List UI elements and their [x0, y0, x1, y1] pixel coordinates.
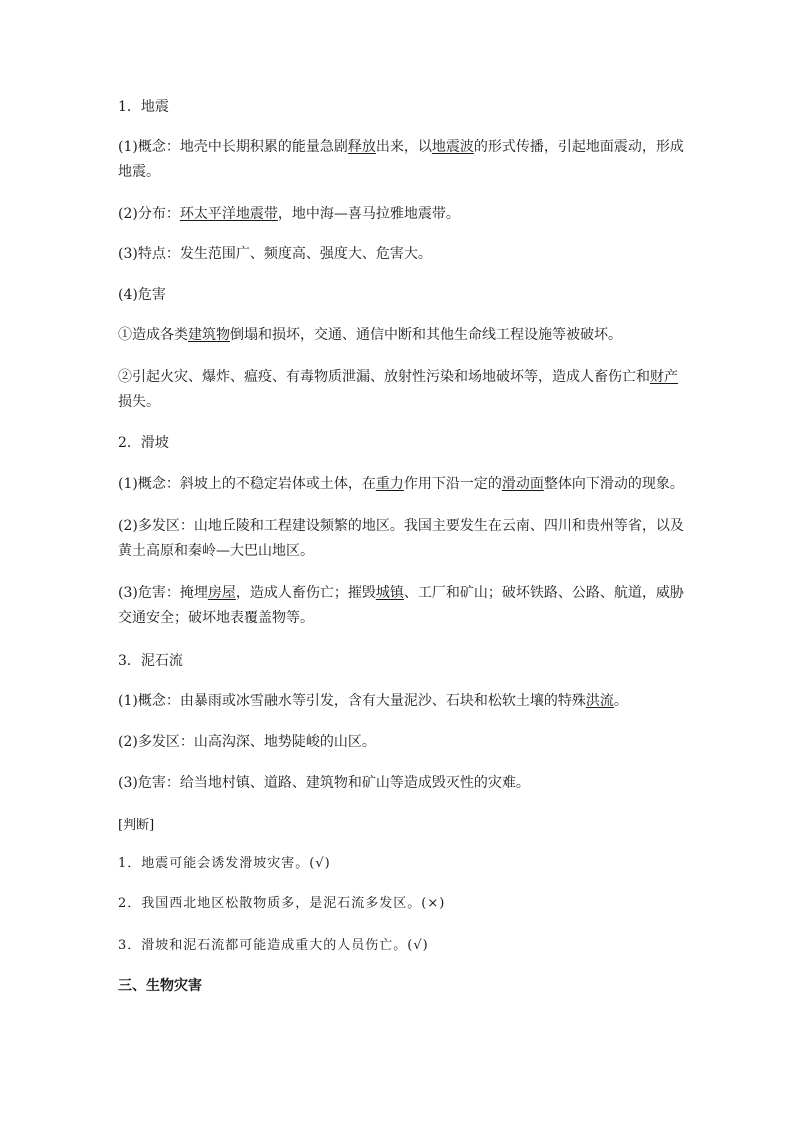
underlined-term: 财产 [650, 369, 678, 385]
judgment-item-1: 1．地震可能会诱发滑坡灾害。(√) [118, 856, 331, 871]
text-segment: ②引起火灾、爆炸、瘟疫、有毒物质泄漏、放射性污染和场地破坏等，造成人畜伤亡和 [118, 369, 650, 385]
underlined-term: 洪流 [585, 693, 614, 709]
debris-flow-areas: (2)多发区：山高沟深、地势陡峻的山区。 [118, 734, 376, 750]
underlined-term: 重力 [375, 476, 404, 492]
text-segment: 整体向下滑动的现象。 [543, 476, 684, 492]
text-segment: ，造成人畜伤亡；摧毁 [235, 585, 376, 601]
debris-flow-concept [118, 690, 684, 712]
text-segment: 出来，以 [375, 139, 432, 155]
earthquake-concept-line-1 [118, 136, 684, 158]
text-segment: 作用下沿一定的 [403, 476, 502, 492]
underlined-term: 城镇 [375, 585, 404, 601]
underlined-term: 环太平洋地震带 [179, 206, 278, 222]
underlined-term: 房屋 [207, 585, 236, 601]
underlined-term: 建筑物 [188, 327, 230, 343]
text-segment: (1)概念：地壳中长期积累的能量急剧 [118, 139, 348, 155]
landslide-hazard-line-1 [118, 582, 684, 604]
landslide-hazard-line-2: 交通安全；破坏地表覆盖物等。 [118, 610, 314, 626]
next-section-title: 三、生物灾害 [118, 978, 202, 994]
debris-flow-heading: 3．泥石流 [118, 653, 183, 669]
underlined-term: 释放 [347, 139, 376, 155]
underlined-term: 滑动面 [501, 476, 544, 492]
text-segment: 的形式传播，引起地面震动，形成 [473, 139, 684, 155]
earthquake-distribution [118, 203, 684, 225]
underlined-term: 地震波 [431, 139, 474, 155]
debris-flow-hazard: (3)危害：给当地村镇、道路、建筑物和矿山等造成毁灭性的灾难。 [118, 775, 530, 791]
earthquake-hazard-1 [118, 324, 684, 346]
judgment-item-3: 3．滑坡和泥石流都可能造成重大的人员伤亡。(√) [118, 938, 429, 953]
text-segment: 、工厂和矿山；破坏铁路、公路、航道，威胁 [403, 585, 684, 601]
text-segment: (1)概念：斜坡上的不稳定岩体或土体，在 [118, 476, 376, 492]
text-segment: 倒塌和损坏，交通、通信中断和其他生命线工程设施等被破坏。 [230, 327, 622, 343]
landslide-areas-line-1: (2)多发区：山地丘陵和工程建设频繁的地区。我国主要发生在云南、四川和贵州等省，以及 [118, 518, 684, 534]
earthquake-heading: 1．地震 [118, 99, 169, 115]
text-segment: ，地中海—喜马拉雅地震带。 [277, 206, 460, 222]
landslide-areas-line-2: 黄土高原和秦岭—大巴山地区。 [118, 543, 314, 559]
text-segment: 。 [613, 693, 628, 709]
text-segment: (3)危害：掩埋 [118, 585, 208, 601]
text-segment: ①造成各类 [118, 327, 188, 343]
earthquake-features: (3)特点：发生范围广、频度高、强度大、危害大。 [118, 246, 432, 262]
judgment-item-2: 2．我国西北地区松散物质多，是泥石流多发区。(×) [118, 896, 446, 911]
landslide-heading: 2．滑坡 [118, 435, 169, 451]
earthquake-hazard-2-line-2: 损失。 [118, 394, 160, 410]
earthquake-hazard-2-line-1 [118, 366, 684, 388]
landslide-concept [118, 473, 684, 495]
text-segment: (2)分布： [118, 206, 180, 222]
earthquake-concept-line-2: 地震。 [118, 164, 160, 180]
earthquake-hazard-heading: (4)危害 [118, 287, 166, 303]
judgment-header: [判断] [118, 818, 155, 833]
text-segment: (1)概念：由暴雨或冰雪融水等引发，含有大量泥沙、石块和松软土壤的特殊 [118, 693, 586, 709]
